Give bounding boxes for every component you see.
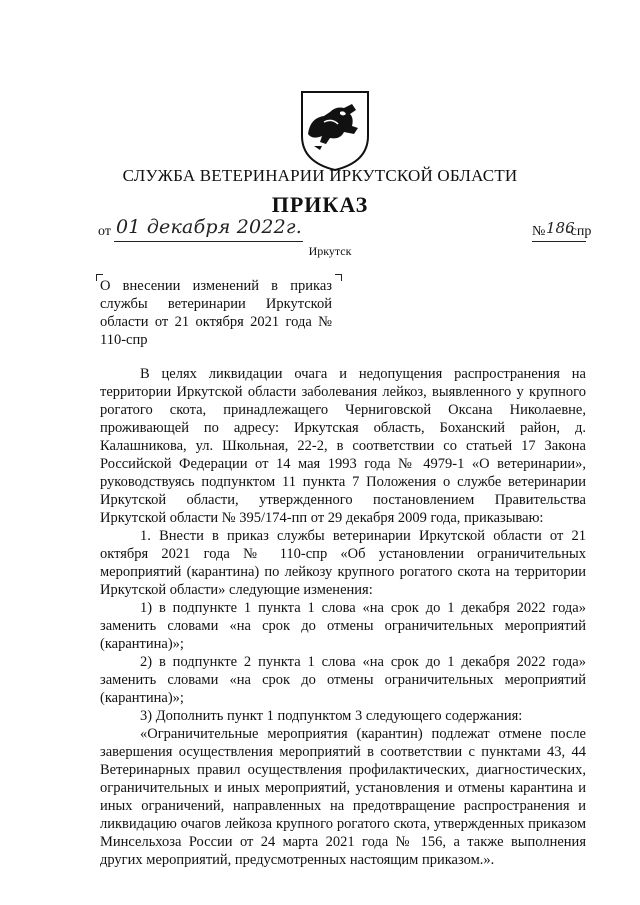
item-1-paragraph: 1. Внести в приказ службы ветеринарии Иркутской области от 21 октября 2021 года № 110-спр «Об установлении ограничительных мероприятий (карантина) по лейкозу крупного рогатого скота на территории Иркутской области» следующие изменения:	[100, 528, 586, 598]
order-body	[100, 365, 586, 869]
handwritten-number: 186	[546, 219, 575, 237]
authority-name: СЛУЖБА ВЕТЕРИНАРИИ ИРКУТСКОЙ ОБЛАСТИ	[122, 166, 518, 185]
number-sign: №	[532, 224, 546, 239]
number-suffix: -спр	[566, 224, 592, 239]
subitem-3-paragraph: 3) Дополнить пункт 1 подпунктом 3 следующего содержания:	[140, 708, 523, 724]
subitem-1-paragraph: 1) в подпункте 1 пункта 1 слова «на срок до 1 декабря 2022 года» заменить словами «на срок до отмены ограничительных мероприятий (карантина)»;	[100, 600, 586, 652]
subject-text: О внесении изменений в приказ службы ветеринарии Иркутской области от 21 октября 2021 года № 110-спр	[100, 278, 332, 348]
handwritten-date: 01 декабря 2022г.	[116, 216, 302, 238]
irkutsk-coat-of-arms-emblem	[296, 88, 374, 172]
order-subject	[100, 277, 332, 349]
number-underline	[532, 241, 586, 242]
order-date	[98, 216, 303, 244]
issue-city: Иркутск	[308, 244, 352, 258]
preamble-paragraph: В целях ликвидации очага и недопущения распространения на территории Иркутской области заболевания лейкоз, выявленного у крупного рогатого скота, принадлежащего Черниговской Оксана Николаевне, проживающей по адресу: Иркутская область, Боханский район, д. Калашникова, ул. Школьная, 22-2, в соответствии со статьей 17 Закона Российской Федерации от 14 мая 1993 года № 4979-1 «О ветеринарии», руководствуясь подпунктом 11 пункта 7 Положения о службе ветеринарии Иркутской области, утвержденного постановлением Правительства Иркутской области № 395/174-пп от 29 декабря 2009 года, приказываю:	[100, 366, 586, 526]
subject-corner-mark-right	[335, 274, 342, 281]
date-underline	[114, 241, 303, 242]
date-prefix: от	[98, 224, 111, 239]
subitem-2-paragraph: 2) в подпункте 2 пункта 1 слова «на срок до 1 декабря 2022 года» заменить словами «на срок до отмены ограничительных мероприятий (карантина)»;	[100, 654, 586, 706]
subject-corner-mark-left	[96, 274, 103, 281]
document-type-title: ПРИКАЗ	[271, 192, 369, 217]
quoted-amendment-paragraph: «Ограничительные мероприятия (карантин) подлежат отмене после завершения осуществления мероприятий в соответствии с пунктами 43, 44 Ветеринарных правил осуществления профилактических, диагностических, ограничительных и иных мероприятий, установления и отмены карантина и иных ограничений, направленных на предотвращение распространения и ликвидацию очагов лейкоза крупного рогатого скота, утвержденных приказом Минсельхоза России от 24 марта 2021 года № 156, а также выполнения других мероприятий, предусмотренных настоящим приказом.».	[100, 726, 586, 868]
